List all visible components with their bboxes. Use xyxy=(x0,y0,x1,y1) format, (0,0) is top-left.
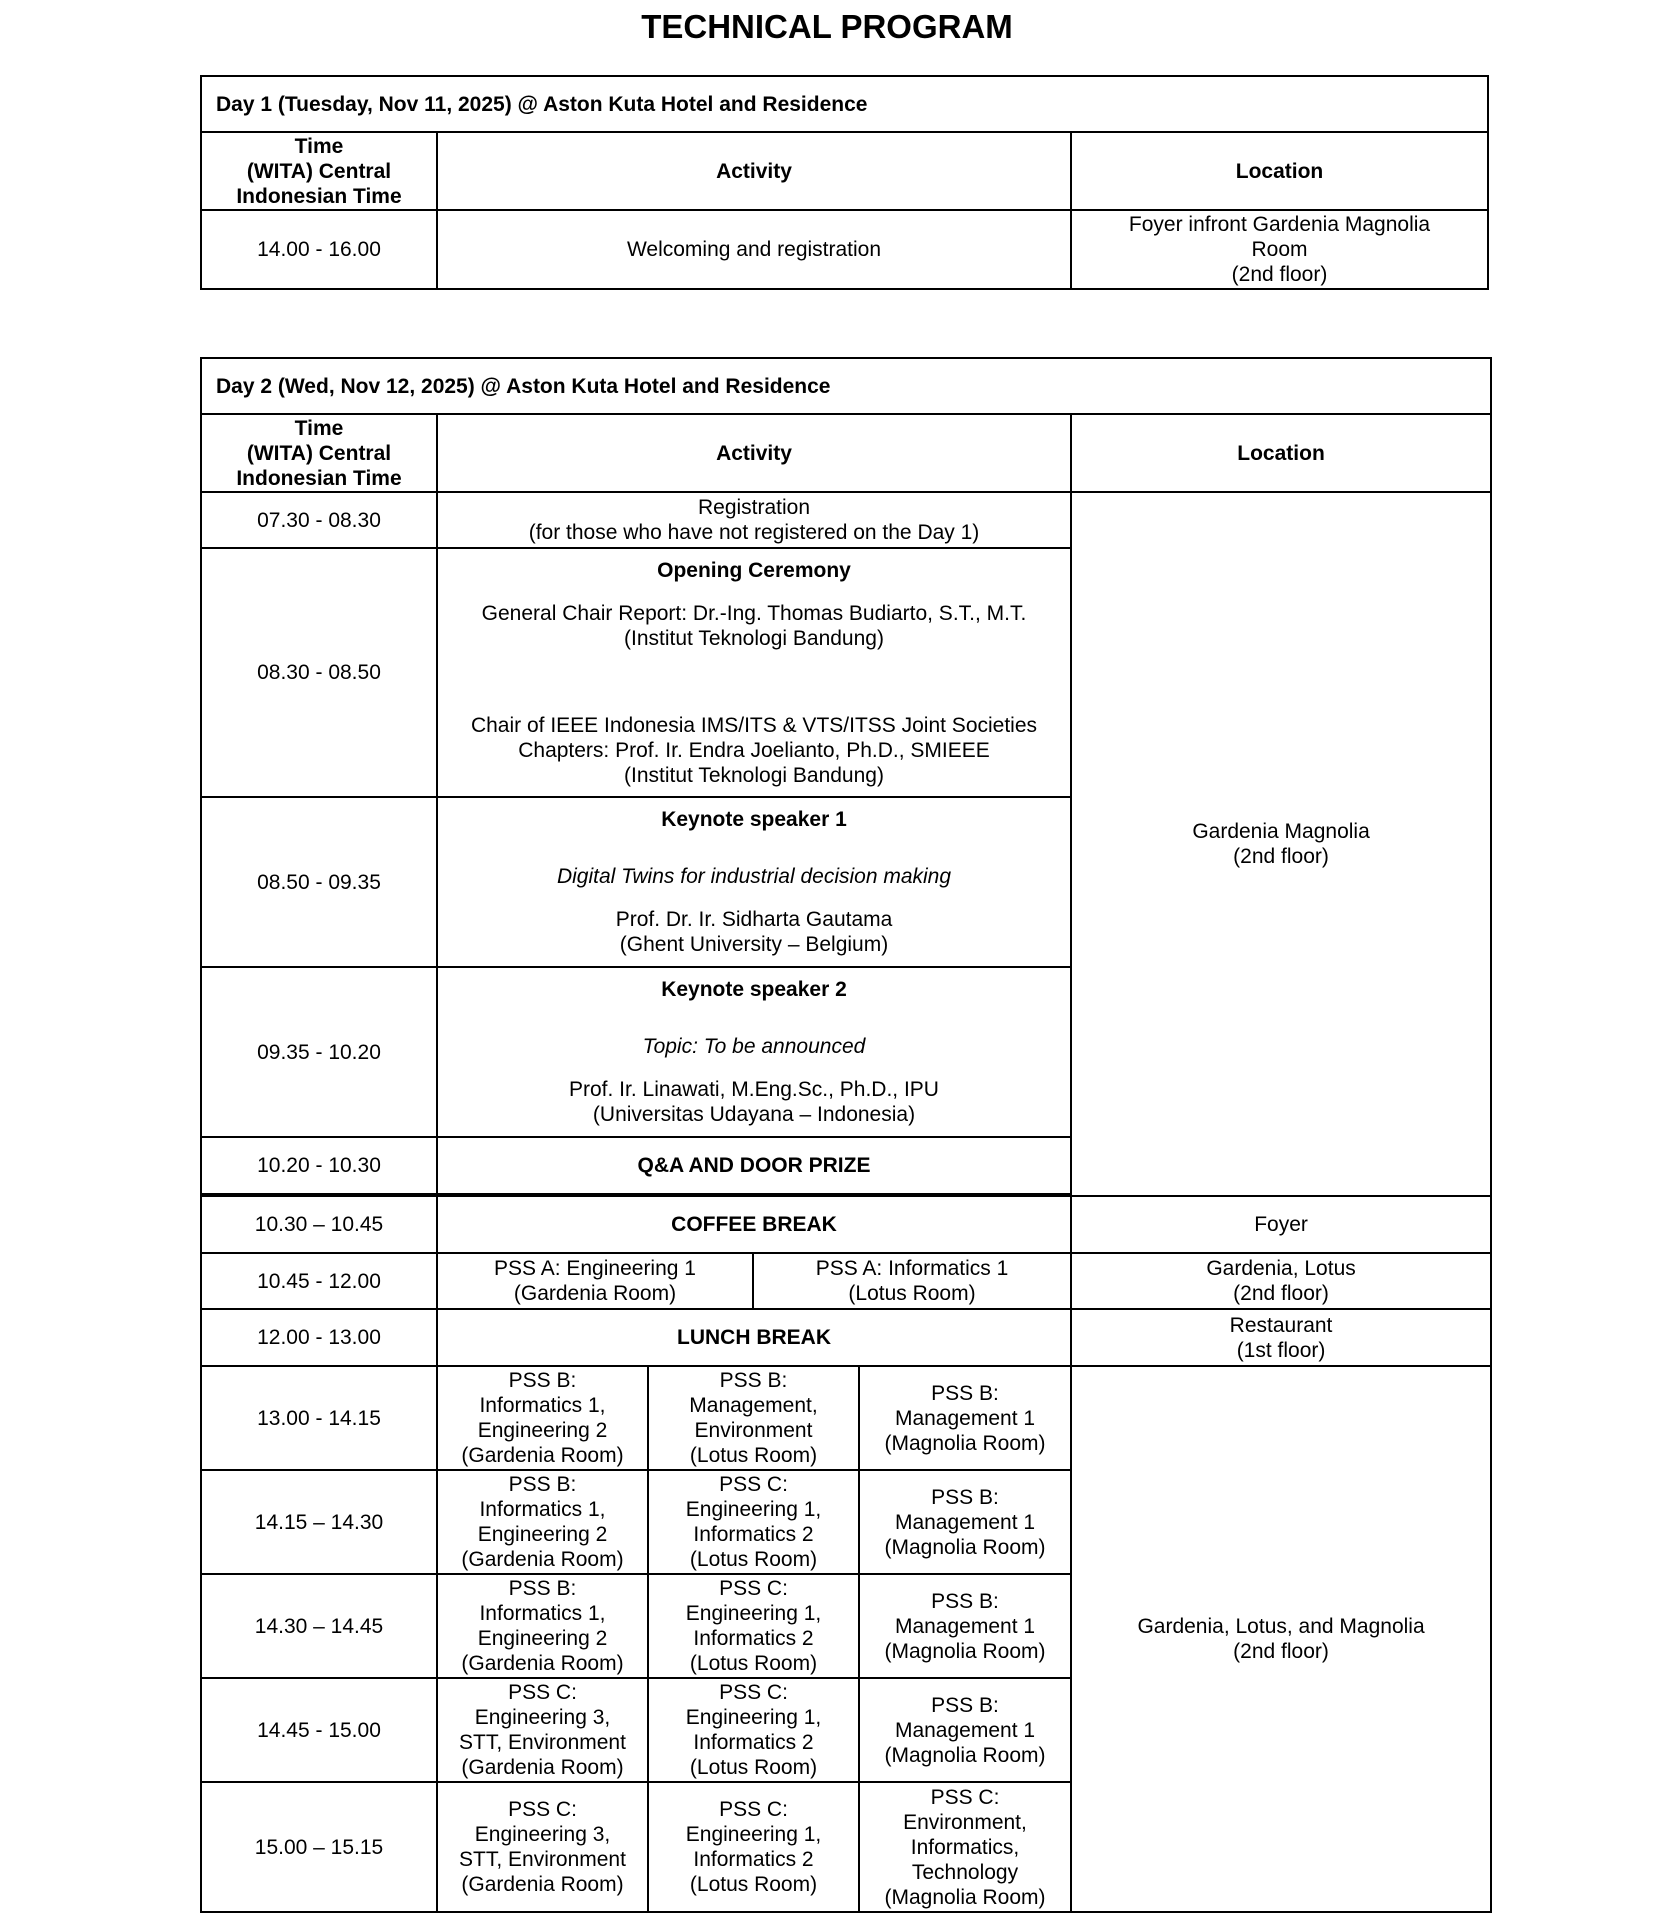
activity-column-header: Activity xyxy=(437,132,1071,210)
day2-schedule-table xyxy=(200,357,1492,1913)
keynote-2-cell: Keynote speaker 2 Topic: To be announced Prof. Ir. Linawati, M.Eng.Sc., Ph.D., IPU (Universitas Udayana – Indonesia) xyxy=(437,967,1071,1137)
morning-location-cell: Gardenia Magnolia (2nd floor) xyxy=(1071,492,1491,1196)
location-cell: Foyer infront Gardenia Magnolia Room (2nd floor) xyxy=(1071,210,1488,289)
magnolia-session-cell: PSS B: Management 1 (Magnolia Room) xyxy=(859,1678,1071,1782)
table-row xyxy=(201,1366,1491,1470)
registration-cell: Registration (for those who have not registered on the Day 1) xyxy=(437,492,1071,548)
gardenia-session-cell: PSS C: Engineering 3, STT, Environment (Gardenia Room) xyxy=(437,1782,648,1912)
page-title: TECHNICAL PROGRAM xyxy=(641,8,1013,45)
location-column-header: Location xyxy=(1071,132,1488,210)
location-column-header: Location xyxy=(1071,414,1491,492)
magnolia-session-cell: PSS B: Management 1 (Magnolia Room) xyxy=(859,1470,1071,1574)
lotus-session-cell: PSS C: Engineering 1, Informatics 2 (Lotus Room) xyxy=(648,1782,859,1912)
location-cell: Foyer xyxy=(1071,1196,1491,1253)
lotus-session-cell: PSS C: Engineering 1, Informatics 2 (Lotus Room) xyxy=(648,1574,859,1678)
day1-schedule-table xyxy=(200,75,1489,290)
gardenia-session-cell: PSS B: Informatics 1, Engineering 2 (Gardenia Room) xyxy=(437,1574,648,1678)
lotus-session-cell: PSS C: Engineering 1, Informatics 2 (Lotus Room) xyxy=(648,1678,859,1782)
time-cell: 15.00 – 15.15 xyxy=(201,1782,437,1912)
time-cell: 09.35 - 10.20 xyxy=(201,967,437,1137)
table-row xyxy=(201,1253,1491,1309)
time-cell: 08.50 - 09.35 xyxy=(201,797,437,967)
time-cell: 10.20 - 10.30 xyxy=(201,1137,437,1194)
opening-ceremony-cell: Opening Ceremony General Chair Report: Dr.-Ing. Thomas Budiarto, S.T., M.T. (Institut Teknologi Bandung) Chair of IEEE Indonesia IMS/ITS & VTS/ITSS Joint Societies Chapters: Prof. Ir. Endra Joelianto, Ph.D., SMIEEE (Institut Teknologi Bandung) xyxy=(437,548,1071,797)
keynote-1-cell: Keynote speaker 1 Digital Twins for industrial decision making Prof. Dr. Ir. Sidharta Gautama (Ghent University – Belgium) xyxy=(437,797,1071,967)
time-cell: 13.00 - 14.15 xyxy=(201,1366,437,1470)
time-cell: 12.00 - 13.00 xyxy=(201,1309,437,1366)
gardenia-session-cell: PSS C: Engineering 3, STT, Environment (Gardenia Room) xyxy=(437,1678,648,1782)
coffee-break-cell: COFFEE BREAK xyxy=(437,1196,1071,1253)
table-row xyxy=(201,492,1491,548)
table-row xyxy=(201,210,1488,289)
afternoon-location-cell: Gardenia, Lotus, and Magnolia (2nd floor) xyxy=(1071,1366,1491,1912)
day1-header-row xyxy=(201,132,1488,210)
day1-heading: Day 1 (Tuesday, Nov 11, 2025) @ Aston Kuta Hotel and Residence xyxy=(201,76,1488,132)
day2-heading: Day 2 (Wed, Nov 12, 2025) @ Aston Kuta Hotel and Residence xyxy=(201,358,1491,414)
magnolia-session-cell: PSS B: Management 1 (Magnolia Room) xyxy=(859,1366,1071,1470)
lotus-session-cell: PSS B: Management, Environment (Lotus Room) xyxy=(648,1366,859,1470)
gardenia-session-cell: PSS B: Informatics 1, Engineering 2 (Gardenia Room) xyxy=(437,1470,648,1574)
activity-column-header: Activity xyxy=(437,414,1071,492)
time-cell: 10.45 - 12.00 xyxy=(201,1253,437,1309)
time-cell: 14.00 - 16.00 xyxy=(201,210,437,289)
time-cell: 07.30 - 08.30 xyxy=(201,492,437,548)
lunch-break-cell: LUNCH BREAK xyxy=(437,1309,1071,1366)
magnolia-session-cell: PSS C: Environment, Informatics, Technology (Magnolia Room) xyxy=(859,1782,1071,1912)
activity-cell: Welcoming and registration xyxy=(437,210,1071,289)
time-column-header: Time (WITA) Central Indonesian Time xyxy=(201,132,437,210)
time-column-header: Time (WITA) Central Indonesian Time xyxy=(201,414,437,492)
table-row xyxy=(201,1196,1491,1253)
pss-a-engineering-cell: PSS A: Engineering 1 (Gardenia Room) xyxy=(437,1253,753,1309)
location-cell: Restaurant (1st floor) xyxy=(1071,1309,1491,1366)
time-cell: 10.30 – 10.45 xyxy=(201,1196,437,1253)
qa-door-prize-cell: Q&A AND DOOR PRIZE xyxy=(437,1137,1071,1194)
location-cell: Gardenia, Lotus (2nd floor) xyxy=(1071,1253,1491,1309)
day2-header-row xyxy=(201,414,1491,492)
pss-a-informatics-cell: PSS A: Informatics 1 (Lotus Room) xyxy=(753,1253,1071,1309)
time-cell: 14.15 – 14.30 xyxy=(201,1470,437,1574)
table-row xyxy=(201,1309,1491,1366)
time-cell: 14.45 - 15.00 xyxy=(201,1678,437,1782)
magnolia-session-cell: PSS B: Management 1 (Magnolia Room) xyxy=(859,1574,1071,1678)
gardenia-session-cell: PSS B: Informatics 1, Engineering 2 (Gardenia Room) xyxy=(437,1366,648,1470)
time-cell: 08.30 - 08.50 xyxy=(201,548,437,797)
time-cell: 14.30 – 14.45 xyxy=(201,1574,437,1678)
lotus-session-cell: PSS C: Engineering 1, Informatics 2 (Lotus Room) xyxy=(648,1470,859,1574)
